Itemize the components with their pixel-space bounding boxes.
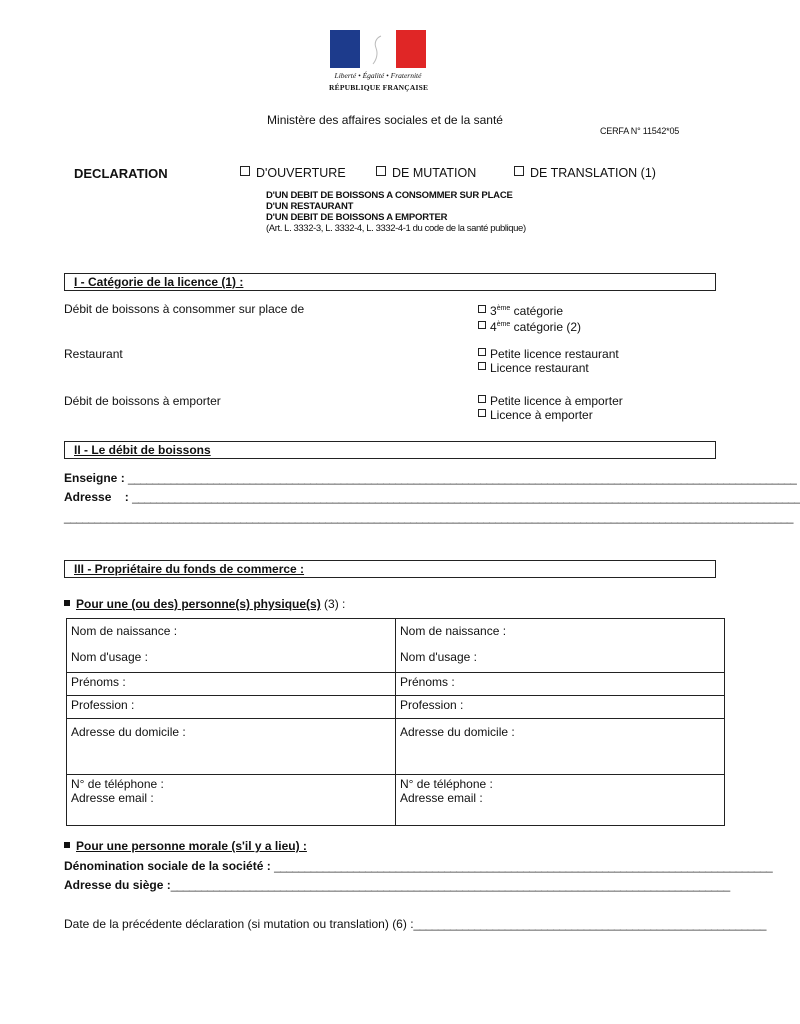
checkbox-icon[interactable] bbox=[478, 321, 486, 329]
adresse-label: Adresse bbox=[64, 490, 112, 504]
prenoms-cell-1[interactable]: Prénoms : bbox=[67, 673, 396, 696]
section-3-title: III - Propriétaire du fonds de commerce : bbox=[74, 562, 305, 576]
checkbox-icon[interactable] bbox=[478, 395, 486, 403]
licence-option-emporter[interactable]: Licence à emporter bbox=[478, 408, 623, 422]
physique-note: (3) : bbox=[320, 597, 346, 611]
fill-line: __________________________________________________________ bbox=[413, 917, 766, 931]
nom-naissance-cell-1[interactable]: Nom de naissance : bbox=[67, 619, 396, 649]
bullet-square-icon bbox=[64, 842, 70, 848]
section-2-header bbox=[64, 441, 716, 459]
type-line: D'UN DEBIT DE BOISSONS A EMPORTER bbox=[266, 212, 448, 223]
prenoms-cell-2[interactable]: Prénoms : bbox=[396, 673, 725, 696]
nom-usage-cell-2[interactable]: Nom d'usage : bbox=[396, 648, 725, 673]
article-reference: (Art. L. 3332-3, L. 3332-4, L. 3332-4-1 du code de la santé publique) bbox=[266, 223, 526, 234]
fill-line: ________________________________________________________________________________________________________________________ bbox=[64, 510, 793, 524]
checkbox-icon[interactable] bbox=[478, 305, 486, 313]
licence-row-label: Débit de boissons à consommer sur place de bbox=[64, 302, 305, 316]
option-label: D'OUVERTURE bbox=[256, 166, 346, 180]
checkbox-icon[interactable] bbox=[478, 409, 486, 417]
nom-naissance-cell-2[interactable]: Nom de naissance : bbox=[396, 619, 725, 649]
logo-motto: Liberté • Égalité • Fraternité bbox=[334, 71, 422, 80]
marianne-profile-icon bbox=[359, 34, 389, 68]
enseigne-label: Enseigne bbox=[64, 471, 118, 485]
marianne-logo bbox=[329, 30, 427, 98]
fill-line: ______________________________________________________________________________________________________________ bbox=[132, 490, 800, 504]
ministry-name: Ministère des affaires sociales et de la santé bbox=[267, 113, 503, 127]
declaration-title: DECLARATION bbox=[74, 166, 168, 181]
checkbox-icon[interactable] bbox=[478, 348, 486, 356]
licence-options bbox=[478, 347, 619, 375]
checkbox-icon[interactable] bbox=[240, 166, 250, 176]
telephone-label: N° de téléphone : bbox=[71, 777, 164, 791]
adresse-domicile-cell-2[interactable]: Adresse du domicile : bbox=[396, 719, 725, 775]
date-precedente-field[interactable] bbox=[64, 917, 766, 931]
fill-line: ______________________________________________________________________________________________________________ bbox=[128, 471, 797, 485]
denomination-label: Dénomination sociale de la société : bbox=[64, 859, 271, 873]
enseigne-field[interactable] bbox=[64, 471, 797, 485]
option-mutation[interactable] bbox=[376, 166, 476, 180]
type-line: D'UN RESTAURANT bbox=[266, 201, 354, 212]
licence-option-restaurant[interactable]: Licence restaurant bbox=[478, 361, 619, 375]
checkbox-icon[interactable] bbox=[478, 362, 486, 370]
checkbox-icon[interactable] bbox=[514, 166, 524, 176]
checkbox-icon[interactable] bbox=[376, 166, 386, 176]
siege-field[interactable] bbox=[64, 878, 730, 892]
licence-option-4eme[interactable]: 4ème catégorie (2) bbox=[478, 318, 581, 334]
date-precedente-label: Date de la précédente déclaration (si mutation ou translation) (6) : bbox=[64, 917, 414, 931]
adresse-field[interactable] bbox=[64, 490, 800, 504]
licence-option-3eme[interactable]: 3ème catégorie bbox=[478, 302, 581, 318]
section-2-title: II - Le débit de boissons bbox=[74, 443, 211, 457]
section-1-title: I - Catégorie de la licence (1) : bbox=[74, 275, 244, 289]
physique-heading bbox=[64, 597, 345, 611]
licence-row-label: Restaurant bbox=[64, 347, 123, 361]
licence-options bbox=[478, 394, 623, 422]
bullet-square-icon bbox=[64, 600, 70, 606]
physique-title: Pour une (ou des) personne(s) physique(s) bbox=[76, 597, 321, 611]
declaration-types bbox=[266, 190, 526, 234]
telephone-label: N° de téléphone : bbox=[400, 777, 493, 791]
cerfa-number: CERFA N° 11542*05 bbox=[600, 126, 680, 136]
denomination-field[interactable] bbox=[64, 859, 773, 873]
profession-cell-2[interactable]: Profession : bbox=[396, 696, 725, 719]
colon: : bbox=[120, 471, 125, 485]
colon: : bbox=[124, 490, 129, 504]
fill-line: __________________________________________________________________________________ bbox=[274, 859, 773, 873]
licence-row-label: Débit de boissons à emporter bbox=[64, 394, 221, 408]
contact-cell-2[interactable] bbox=[396, 775, 725, 826]
option-label: DE TRANSLATION (1) bbox=[530, 166, 656, 180]
option-label: DE MUTATION bbox=[392, 166, 477, 180]
siege-label: Adresse du siège : bbox=[64, 878, 171, 892]
option-ouverture[interactable] bbox=[240, 166, 346, 180]
section-1-header bbox=[64, 273, 716, 291]
licence-option-petite-emporter[interactable]: Petite licence à emporter bbox=[478, 394, 623, 408]
licence-option-petite-restaurant[interactable]: Petite licence restaurant bbox=[478, 347, 619, 361]
morale-title: Pour une personne morale (s'il y a lieu) : bbox=[76, 839, 307, 853]
contact-cell-1[interactable] bbox=[67, 775, 396, 826]
nom-usage-cell-1[interactable]: Nom d'usage : bbox=[67, 648, 396, 673]
email-label: Adresse email : bbox=[400, 791, 483, 805]
adresse-domicile-cell-1[interactable]: Adresse du domicile : bbox=[67, 719, 396, 775]
fill-line: ____________________________________________________________________________________________ bbox=[170, 878, 730, 892]
section-3-header bbox=[64, 560, 716, 578]
option-translation[interactable] bbox=[514, 166, 656, 180]
email-label: Adresse email : bbox=[71, 791, 154, 805]
morale-heading bbox=[64, 839, 307, 853]
logo-republic: RÉPUBLIQUE FRANÇAISE bbox=[329, 83, 429, 92]
profession-cell-1[interactable]: Profession : bbox=[67, 696, 396, 719]
type-line: D'UN DEBIT DE BOISSONS A CONSOMMER SUR PLACE bbox=[266, 190, 513, 201]
licence-options bbox=[478, 302, 581, 334]
owners-table bbox=[66, 618, 725, 826]
adresse-continuation-line[interactable] bbox=[64, 510, 793, 524]
